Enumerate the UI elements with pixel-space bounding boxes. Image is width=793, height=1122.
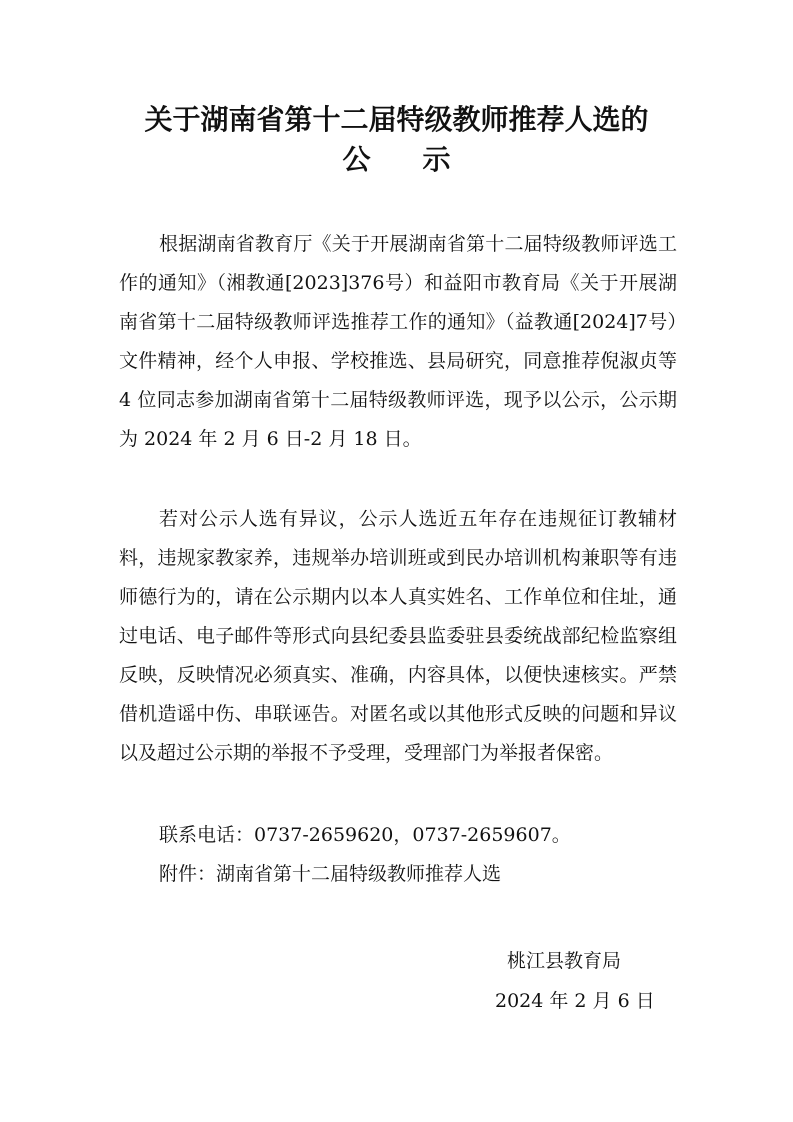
paragraph-basis: 根据湖南省教育厅《关于开展湖南省第十二届特级教师评选工作的通知》（湘教通[2023]376号）和益阳市教育局《关于开展湖南省第十二届特级教师评选推荐工作的通知》（益教通[2024]7号）文件精神，经个人申报、学校推选、县局研究，同意推荐倪淑贞等 4 位同志参加湖南省第十二届特级教师评选，现予以公示，公示期为 2024 年 2 月 6 日-2 月 18 日。 — [119, 233, 677, 450]
document-title-subtitle: 公示 — [342, 143, 503, 176]
contact-phone: 联系电话：0737-2659620，0737-2659607。 — [159, 824, 571, 846]
signature-organization: 桃江县教育局 — [507, 950, 622, 972]
signature-date: 2024 年 2 月 6 日 — [495, 990, 655, 1012]
attachment-line: 附件：湖南省第十二届特级教师推荐人选 — [159, 863, 502, 885]
document-title: 关于湖南省第十二届特级教师推荐人选的 — [144, 103, 649, 136]
paragraph-objection: 若对公示人选有异议，公示人选近五年存在违规征订教辅材料，违规家教家养，违规举办培训班或到民办培训机构兼职等有违师德行为的，请在公示期内以本人真实姓名、工作单位和住址，通过电话、电子邮件等形式向县纪委县监委驻县委统战部纪检监察组反映，反映情况必须真实、准确，内容具体，以便快速核实。严禁借机造谣中伤、串联诬告。对匿名或以其他形式反映的问题和异议以及超过公示期的举报不予受理，受理部门为举报者保密。 — [119, 508, 677, 764]
